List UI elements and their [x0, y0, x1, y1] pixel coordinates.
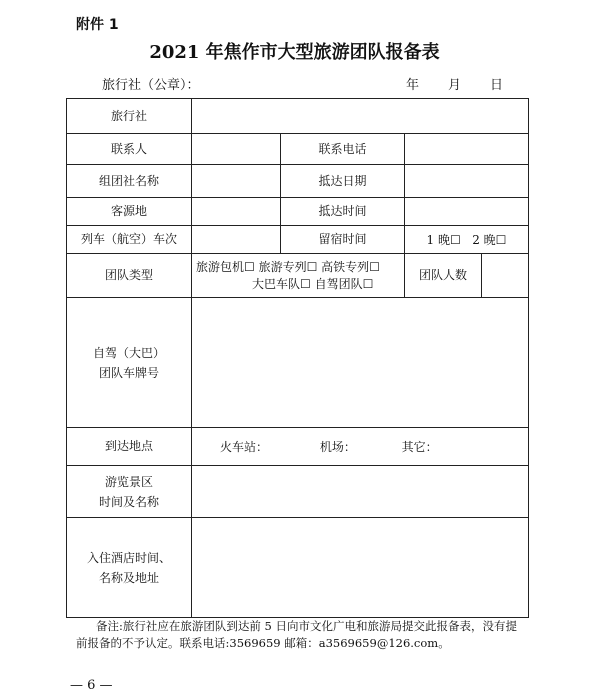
- contact-label: 联系人: [67, 134, 192, 165]
- scenic-label: [67, 466, 192, 518]
- hotel-label: [67, 518, 192, 618]
- arrival-date-label: 抵达日期: [281, 165, 405, 198]
- team-type-line-1: 旅游包机☐ 旅游专列☐ 高铁专列☐: [196, 259, 380, 274]
- row-plates: [67, 298, 529, 428]
- attachment-label: 附件 1: [76, 17, 119, 33]
- hotel-label-line-1: 入住酒店时间、: [86, 550, 171, 565]
- train-flight-label: 列车（航空）车次: [67, 226, 192, 254]
- stay-two-nights-checkbox[interactable]: 2 晚☐: [472, 233, 507, 247]
- source-label: 客源地: [67, 198, 192, 226]
- hotel-field[interactable]: [192, 518, 529, 618]
- date-year-label: 年: [406, 78, 420, 93]
- train-station-label: 火车站：: [220, 440, 269, 454]
- row-contact: [67, 134, 529, 165]
- registration-form-table: [66, 98, 529, 618]
- team-type-options[interactable]: [192, 254, 405, 298]
- plates-field[interactable]: [192, 298, 529, 428]
- scenic-label-line-1: 游览景区: [104, 474, 153, 489]
- organizer-label: 组团社名称: [67, 165, 192, 198]
- plates-label-line-2: 团队车牌号: [98, 365, 159, 380]
- arrival-time-label: 抵达时间: [281, 198, 405, 226]
- team-type-line-2: 大巴车队☐ 自驾团队☐: [252, 276, 374, 291]
- stay-options: [405, 226, 529, 254]
- contact-field[interactable]: [192, 134, 281, 165]
- plates-label-line-1: 自驾（大巴）: [92, 345, 165, 360]
- arrival-date-field[interactable]: [405, 165, 529, 198]
- row-train: [67, 226, 529, 254]
- row-team-type: [67, 254, 529, 298]
- airport-label: 机场：: [319, 440, 356, 454]
- scenic-field[interactable]: [192, 466, 529, 518]
- arrival-time-field[interactable]: [405, 198, 529, 226]
- organizer-field[interactable]: [192, 165, 281, 198]
- page-number: — 6 —: [70, 678, 113, 693]
- agency-label: 旅行社: [67, 99, 192, 134]
- plates-label: [67, 298, 192, 428]
- row-arrival-place: [67, 428, 529, 466]
- row-hotel: [67, 518, 529, 618]
- stay-label: 留宿时间: [281, 226, 405, 254]
- scenic-label-line-2: 时间及名称: [98, 494, 159, 509]
- team-size-label: 团队人数: [405, 254, 482, 298]
- row-scenic: [67, 466, 529, 518]
- footnote: 备注:旅行社应在旅游团队到达前 5 日向市文化广电和旅游局提交此报备表，没有提前报备的不予认定。联系电话:3569659 邮箱：a3569659@126.com。: [76, 619, 517, 650]
- form-title: 2021 年焦作市大型旅游团队报备表: [149, 42, 440, 63]
- row-agency: [67, 99, 529, 134]
- arrival-place-field[interactable]: [192, 428, 529, 466]
- row-source: [67, 198, 529, 226]
- arrival-place-label: 到达地点: [67, 428, 192, 466]
- phone-field[interactable]: [405, 134, 529, 165]
- team-type-label: 团队类型: [67, 254, 192, 298]
- agency-field[interactable]: [192, 99, 529, 134]
- row-organizer: [67, 165, 529, 198]
- date-month-label: 月: [448, 78, 462, 93]
- other-place-label: 其它：: [401, 440, 438, 454]
- stay-one-night-checkbox[interactable]: 1 晚☐: [426, 233, 461, 247]
- hotel-label-line-2: 名称及地址: [98, 570, 159, 585]
- source-field[interactable]: [192, 198, 281, 226]
- train-flight-field[interactable]: [192, 226, 281, 254]
- team-size-field[interactable]: [482, 254, 529, 298]
- date-day-label: 日: [490, 78, 504, 93]
- phone-label: 联系电话: [281, 134, 405, 165]
- agency-seal-label: 旅行社（公章）：: [102, 78, 200, 93]
